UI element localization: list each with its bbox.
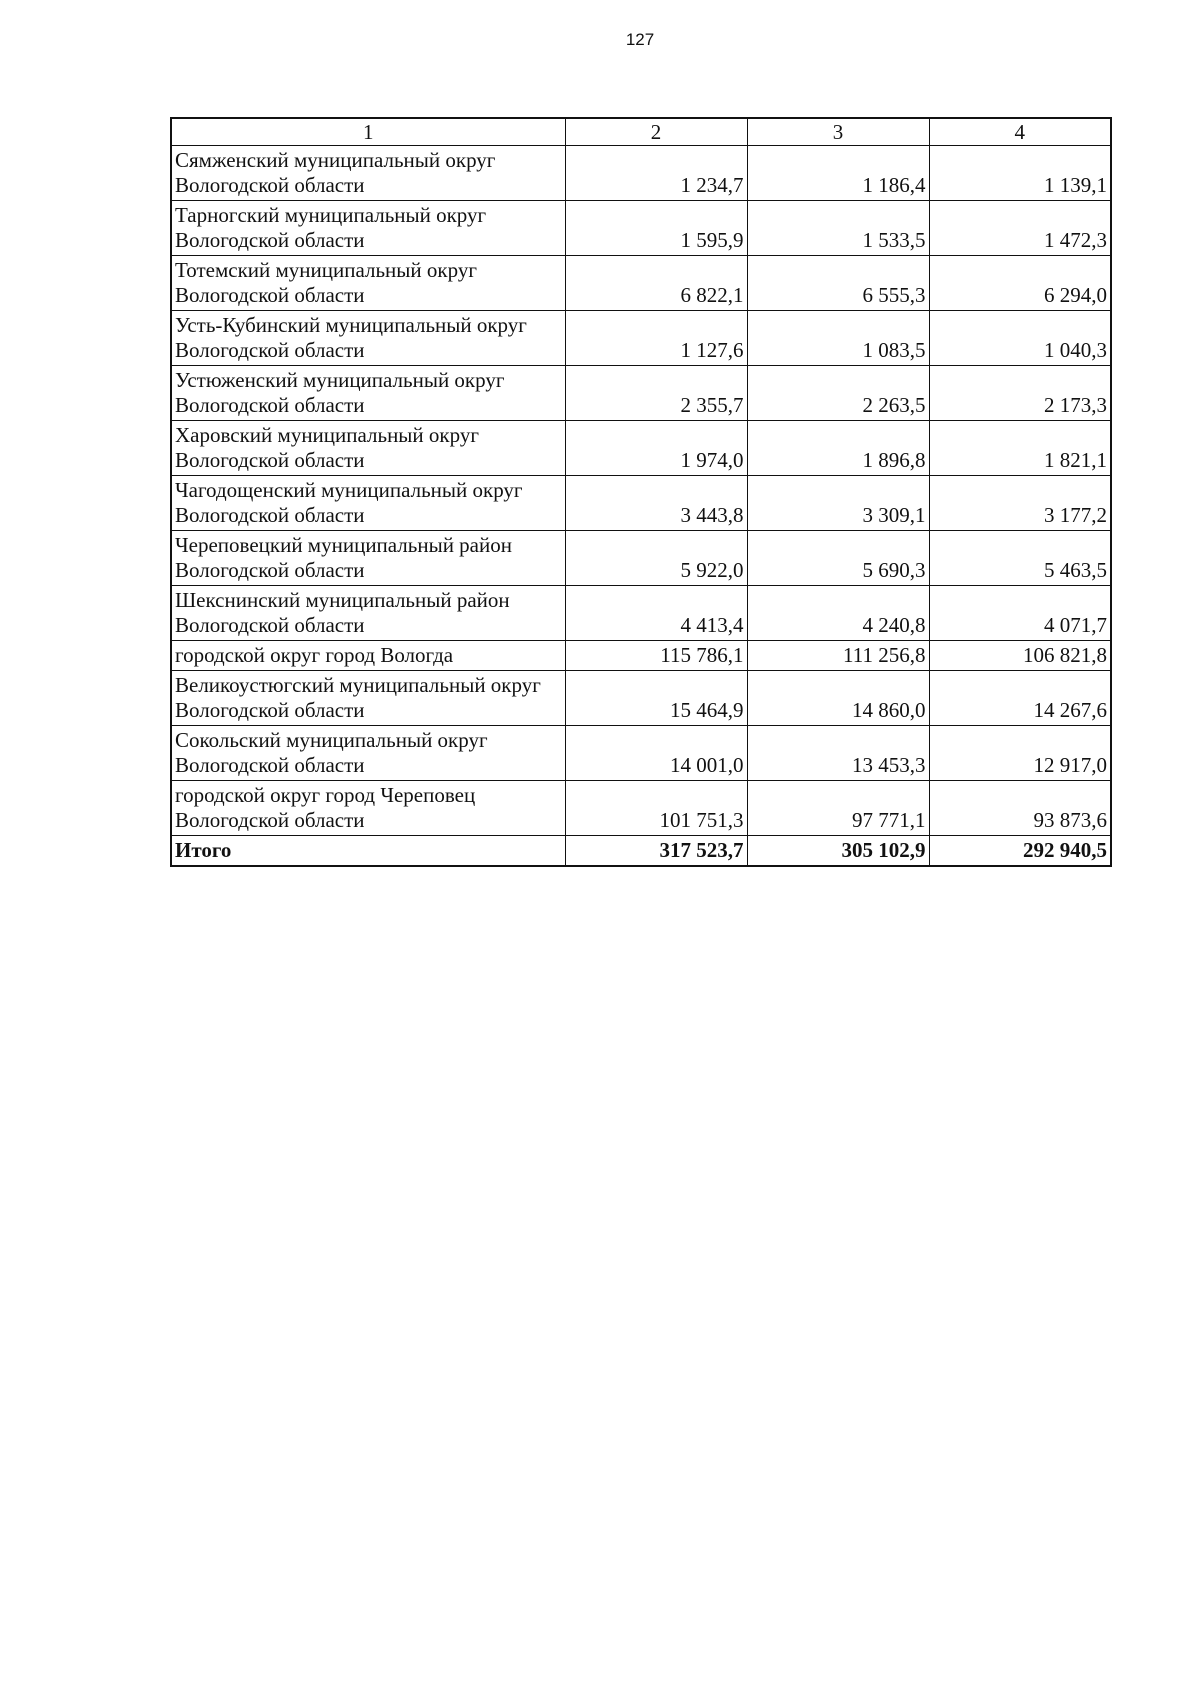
value-cell-3: 1 896,8	[747, 421, 929, 476]
table-row	[171, 201, 1111, 256]
value-cell-3: 13 453,3	[747, 726, 929, 781]
table-row	[171, 366, 1111, 421]
row-name-cell: городской округ город Вологда	[171, 641, 565, 671]
row-name-cell: Шекснинский муниципальный район Вологодской области	[171, 586, 565, 641]
row-name-cell: Тарногский муниципальный округ Вологодской области	[171, 201, 565, 256]
value-cell-4: 93 873,6	[929, 781, 1111, 836]
value-cell-2: 2 355,7	[565, 366, 747, 421]
value-cell-3: 2 263,5	[747, 366, 929, 421]
table-row	[171, 421, 1111, 476]
table-row	[171, 726, 1111, 781]
value-cell-2: 1 974,0	[565, 421, 747, 476]
value-cell-2: 15 464,9	[565, 671, 747, 726]
total-row	[171, 836, 1111, 867]
table-row	[171, 311, 1111, 366]
value-cell-3: 3 309,1	[747, 476, 929, 531]
row-name-cell: Сокольский муниципальный округ Вологодской области	[171, 726, 565, 781]
value-cell-4: 4 071,7	[929, 586, 1111, 641]
table-row	[171, 641, 1111, 671]
value-cell-4: 14 267,6	[929, 671, 1111, 726]
row-name-cell: Чагодощенский муниципальный округ Вологодской области	[171, 476, 565, 531]
data-table	[170, 117, 1112, 867]
value-cell-4: 6 294,0	[929, 256, 1111, 311]
value-cell-4: 1 472,3	[929, 201, 1111, 256]
column-header-2: 2	[565, 118, 747, 146]
table-row	[171, 671, 1111, 726]
total-value-cell-2: 317 523,7	[565, 836, 747, 867]
value-cell-3: 6 555,3	[747, 256, 929, 311]
row-name-cell: городской округ город Череповец Вологодской области	[171, 781, 565, 836]
value-cell-4: 12 917,0	[929, 726, 1111, 781]
value-cell-3: 5 690,3	[747, 531, 929, 586]
value-cell-2: 4 413,4	[565, 586, 747, 641]
value-cell-4: 2 173,3	[929, 366, 1111, 421]
table-row	[171, 476, 1111, 531]
value-cell-4: 1 821,1	[929, 421, 1111, 476]
total-label-cell: Итого	[171, 836, 565, 867]
row-name-cell: Усть-Кубинский муниципальный округ Вологодской области	[171, 311, 565, 366]
row-name-cell: Тотемский муниципальный округ Вологодской области	[171, 256, 565, 311]
value-cell-4: 1 139,1	[929, 146, 1111, 201]
page-number: 127	[625, 30, 655, 49]
value-cell-3: 4 240,8	[747, 586, 929, 641]
value-cell-2: 3 443,8	[565, 476, 747, 531]
total-value-cell-3: 305 102,9	[747, 836, 929, 867]
table-row	[171, 781, 1111, 836]
row-name-cell: Сямженский муниципальный округ Вологодской области	[171, 146, 565, 201]
value-cell-2: 14 001,0	[565, 726, 747, 781]
value-cell-2: 1 595,9	[565, 201, 747, 256]
value-cell-2: 1 127,6	[565, 311, 747, 366]
value-cell-3: 14 860,0	[747, 671, 929, 726]
value-cell-3: 1 186,4	[747, 146, 929, 201]
table-row	[171, 256, 1111, 311]
value-cell-2: 115 786,1	[565, 641, 747, 671]
value-cell-4: 5 463,5	[929, 531, 1111, 586]
row-name-cell: Великоустюгский муниципальный округ Вологодской области	[171, 671, 565, 726]
value-cell-3: 111 256,8	[747, 641, 929, 671]
total-value-cell-4: 292 940,5	[929, 836, 1111, 867]
row-name-cell: Устюженский муниципальный округ Вологодской области	[171, 366, 565, 421]
row-name-cell: Череповецкий муниципальный район Вологодской области	[171, 531, 565, 586]
column-header-3: 3	[747, 118, 929, 146]
value-cell-3: 1 083,5	[747, 311, 929, 366]
value-cell-2: 6 822,1	[565, 256, 747, 311]
column-header-4: 4	[929, 118, 1111, 146]
value-cell-3: 1 533,5	[747, 201, 929, 256]
header-row	[171, 118, 1111, 146]
row-name-cell: Харовский муниципальный округ Вологодской области	[171, 421, 565, 476]
column-header-1: 1	[171, 118, 565, 146]
value-cell-2: 1 234,7	[565, 146, 747, 201]
value-cell-2: 101 751,3	[565, 781, 747, 836]
value-cell-4: 3 177,2	[929, 476, 1111, 531]
value-cell-4: 1 040,3	[929, 311, 1111, 366]
table-row	[171, 531, 1111, 586]
table-row	[171, 146, 1111, 201]
table-row	[171, 586, 1111, 641]
value-cell-2: 5 922,0	[565, 531, 747, 586]
value-cell-3: 97 771,1	[747, 781, 929, 836]
value-cell-4: 106 821,8	[929, 641, 1111, 671]
